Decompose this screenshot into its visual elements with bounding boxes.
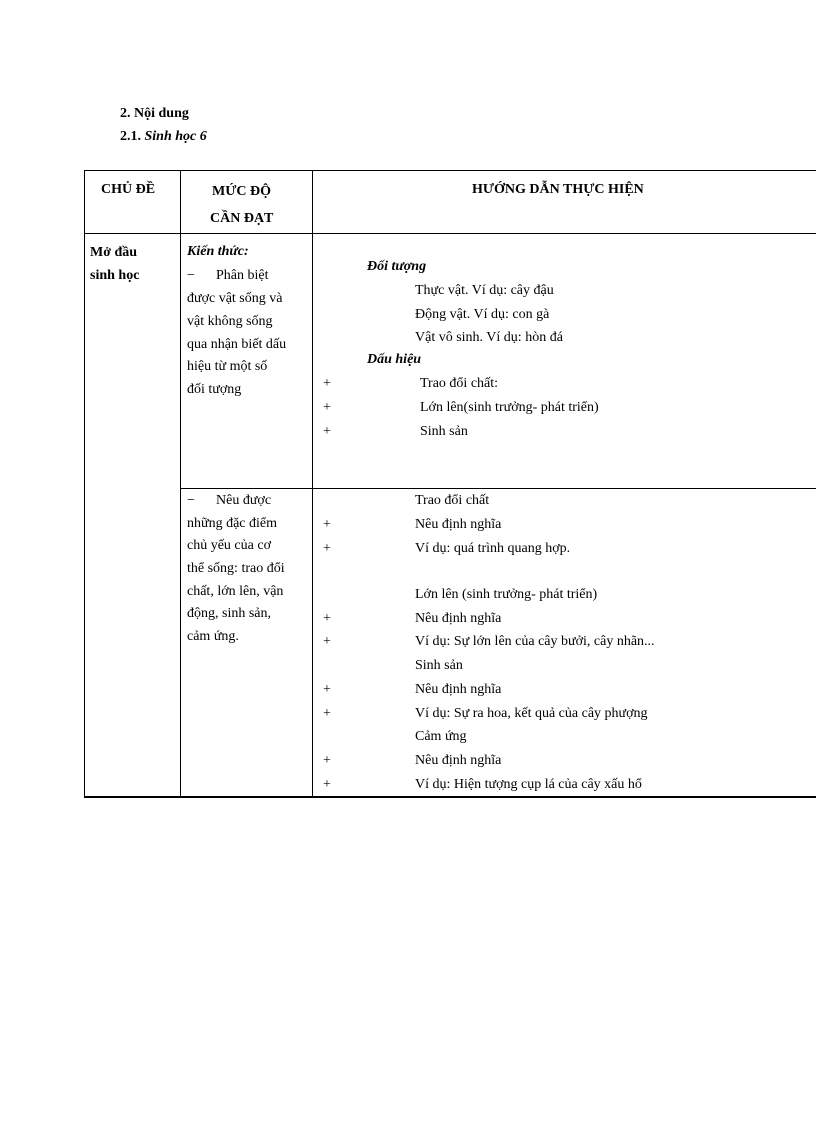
plus-bullet: + [323,706,331,721]
guide-item: Nêu định nghĩa [415,753,502,768]
plus-bullet: + [323,777,331,792]
level-line: Nêu được [216,493,272,508]
guide-item: Nêu định nghĩa [415,682,502,697]
level-line: qua nhận biết dấu [187,337,287,352]
table-divider-1 [180,170,181,798]
level-line: Phân biệt [216,268,269,283]
guide-group-title: Cảm ứng [415,729,467,744]
table-border-left [84,170,85,798]
sign-item: Trao đổi chất: [420,376,499,391]
topic-line2: sinh học [90,268,140,283]
table-border-header [84,233,816,234]
objects-heading: Đối tượng [367,259,427,274]
level-line: chất, lớn lên, vận [187,584,284,599]
guide-group-title: Trao đổi chất [415,493,490,508]
guide-group-title: Sinh sản [415,658,463,673]
object-item: Thực vật. Ví dụ: cây đậu [415,283,554,298]
object-item: Động vật. Ví dụ: con gà [415,307,550,322]
plus-bullet: + [323,424,331,439]
level-line: vật không sống [187,314,273,329]
table-border-top [84,170,816,171]
guide-item: Ví dụ: Hiện tượng cụp lá của cây xấu hổ [415,777,642,792]
plus-bullet: + [323,376,331,391]
signs-heading: Dấu hiệu [367,352,422,367]
guide-item: Ví dụ: Sự lớn lên của cây bưởi, cây nhãn... [415,634,655,649]
level-line: những đặc điểm [187,516,278,531]
subsection-heading [120,129,207,145]
level-line: thể sống: trao đổi [187,561,285,576]
guide-item: Ví dụ: Sự ra hoa, kết quả của cây phượng [415,706,648,721]
level-line: chủ yếu của cơ [187,538,271,553]
subsection-number: 2.1. [120,129,141,144]
object-item: Vật vô sinh. Ví dụ: hòn đá [415,330,563,345]
level-line: động, sinh sản, [187,606,271,621]
guide-item: Nêu định nghĩa [415,611,502,626]
subsection-title: Sinh học 6 [144,129,207,144]
table-border-bottom [84,796,816,798]
sign-item: Sinh sản [420,424,468,439]
header-topic: CHỦ ĐỀ [101,182,156,197]
guide-item: Nêu định nghĩa [415,517,502,532]
guide-group-title: Lớn lên (sinh trưởng- phát triển) [415,587,598,602]
plus-bullet: + [323,517,331,532]
level-line: được vật sống và [187,291,283,306]
sign-item: Lớn lên(sinh trưởng- phát triển) [420,400,599,415]
level-dash: − [187,493,195,508]
plus-bullet: + [323,611,331,626]
plus-bullet: + [323,682,331,697]
level-line: cảm ứng. [187,629,239,644]
section-heading: 2. Nội dung [120,106,189,121]
plus-bullet: + [323,400,331,415]
level-knowledge-heading: Kiến thức: [187,244,249,259]
table-border-row [180,488,816,489]
level-line: đối tượng [187,382,242,397]
table-divider-2 [312,170,313,798]
header-level-line2: CẦN ĐẠT [210,211,274,226]
plus-bullet: + [323,634,331,649]
header-guide: HƯỚNG DẪN THỰC HIỆN [472,182,644,197]
guide-item: Ví dụ: quá trình quang hợp. [415,541,571,556]
level-dash: − [187,268,195,283]
plus-bullet: + [323,541,331,556]
header-level-line1: MỨC ĐỘ [212,184,271,199]
topic-line1: Mở đầu [90,245,138,260]
level-line: hiệu từ một số [187,359,268,374]
plus-bullet: + [323,753,331,768]
